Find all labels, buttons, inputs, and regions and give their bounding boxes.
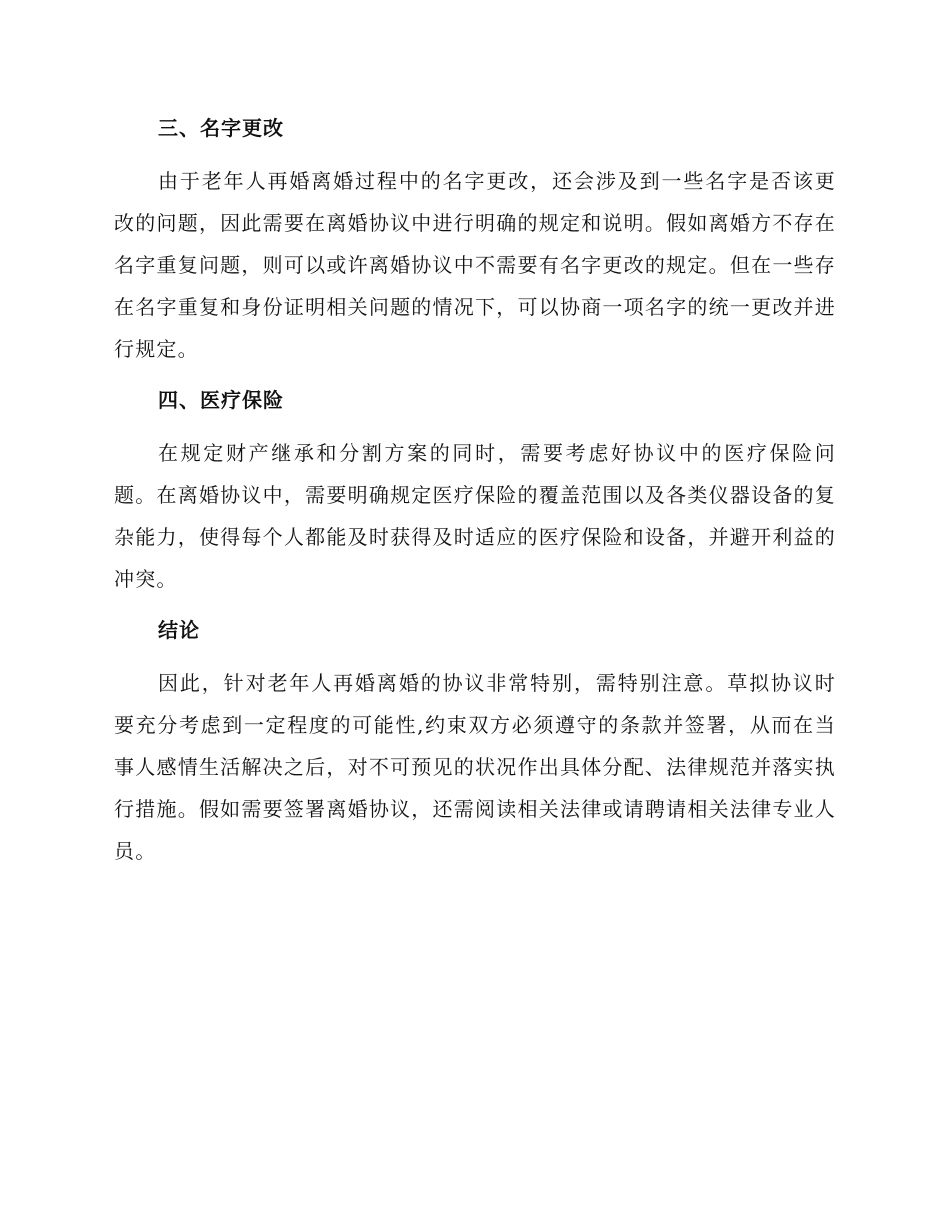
- section-paragraph: 因此，针对老年人再婚离婚的协议非常特别，需特别注意。草拟协议时要充分考虑到一定程度的可能性,约束双方必须遵守的条款并签署，从而在当事人感情生活解决之后，对不可预见的状况作出具体分配、法律规范并落实执行措施。假如需要签署离婚协议，还需阅读相关法律或请聘请相关法律专业人员。: [114, 671, 836, 863]
- section-conclusion: [114, 610, 836, 872]
- section-paragraph: 由于老年人再婚离婚过程中的名字更改，还会涉及到一些名字是否该更改的问题，因此需要在离婚协议中进行明确的规定和说明。假如离婚方不存在名字重复问题，则可以或许离婚协议中不需要有名字更改的规定。但在一些存在名字重复和身份证明相关问题的情况下，可以协商一项名字的统一更改并进行规定。: [114, 169, 836, 361]
- section-name-change: [114, 108, 836, 370]
- section-heading: 三、名字更改: [158, 116, 284, 140]
- section-paragraph: 在规定财产继承和分割方案的同时，需要考虑好协议中的医疗保险问题。在离婚协议中，需要明确规定医疗保险的覆盖范围以及各类仪器设备的复杂能力，使得每个人都能及时获得及时适应的医疗保险和设备，并避开利益的冲突。: [114, 441, 836, 591]
- document-page: [114, 108, 836, 882]
- section-heading: 四、医疗保险: [158, 388, 284, 412]
- section-heading: 结论: [158, 618, 200, 642]
- section-medical-insurance: [114, 380, 836, 600]
